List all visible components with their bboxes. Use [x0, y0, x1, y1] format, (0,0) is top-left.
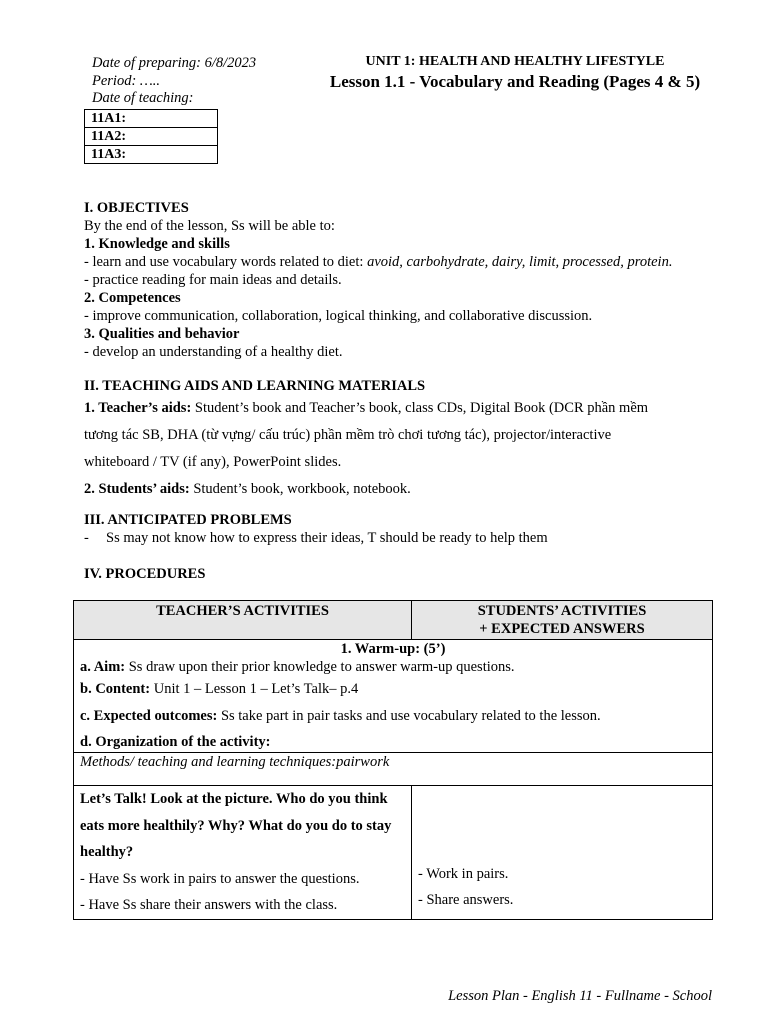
- competences-heading: 2. Competences: [84, 290, 181, 306]
- teacher-aids-line-2: tương tác SB, DHA (từ vựng/ cấu trúc) phần mềm trò chơi tương tác), projector/interactive: [84, 427, 612, 443]
- aids-heading: II. TEACHING AIDS AND LEARNING MATERIALS: [84, 378, 426, 394]
- students-aids-label: 2. Students’ aids:: [84, 481, 190, 497]
- competences-line: - improve communication, collaboration, logical thinking, and collaborative discussion.: [84, 308, 593, 324]
- aim-label: a. Aim:: [80, 659, 126, 675]
- knowledge-heading: 1. Knowledge and skills: [84, 236, 230, 252]
- teacher-activities-header-text: TEACHER’S ACTIVITIES: [156, 603, 329, 619]
- methods-cell: [74, 753, 713, 786]
- warmup-title: 1. Warm-up: (5’): [340, 641, 446, 657]
- vocab-words: avoid, carbohydrate, dairy, limit, processed, protein.: [367, 254, 673, 270]
- objectives-section: [84, 199, 724, 361]
- teacher-step-1: - Have Ss work in pairs to answer the questions.: [80, 870, 360, 887]
- problems-item: [84, 529, 724, 547]
- aids-section: [84, 377, 724, 503]
- class-11a1: 11A1:: [85, 110, 218, 128]
- students-aids-text: Student’s book, workbook, notebook.: [189, 481, 411, 497]
- date-preparing: Date of preparing: 6/8/2023: [92, 55, 257, 71]
- outcomes-label: c. Expected outcomes:: [80, 707, 218, 724]
- period: Period: …..: [92, 73, 161, 89]
- procedures-heading: IV. PROCEDURES: [84, 566, 206, 582]
- knowledge-line-1-prefix: - learn and use vocabulary words related to diet:: [84, 254, 368, 270]
- outcomes-line: [80, 703, 706, 730]
- problems-dash: -: [84, 530, 89, 546]
- procedures-table: [73, 600, 713, 920]
- teacher-question-line-3: healthy?: [80, 844, 134, 860]
- class-table: [84, 109, 218, 164]
- problems-text: Ss may not know how to express their ideas, T should be ready to help them: [106, 530, 548, 546]
- teacher-activities-header: [74, 601, 412, 640]
- teacher-aids-text: Student’s book and Teacher’s book, class CDs, Digital Book (DCR phần mềm: [191, 400, 649, 416]
- teacher-aids-line-3: whiteboard / TV (if any), PowerPoint slides.: [84, 454, 342, 470]
- class-11a3: 11A3:: [85, 146, 218, 164]
- teacher-step-2: - Have Ss share their answers with the class.: [80, 897, 338, 913]
- students-activities-header-line-1: STUDENTS’ ACTIVITIES: [477, 603, 647, 619]
- teacher-activity-cell: [74, 786, 412, 920]
- knowledge-line-1: [84, 253, 724, 271]
- teacher-question-line-2: eats more healthily? Why? What do you do to stay: [80, 817, 392, 834]
- objectives-heading: I. OBJECTIVES: [84, 200, 189, 216]
- knowledge-line-2: - practice reading for main ideas and details.: [84, 272, 342, 288]
- content-label: b. Content:: [80, 681, 151, 697]
- teacher-question-line-1: Let’s Talk! Look at the picture. Who do you think: [80, 791, 388, 807]
- problems-section: [84, 511, 724, 547]
- student-activity-cell: [412, 786, 713, 920]
- students-aids-line: [84, 476, 724, 503]
- teacher-aids-line-1: [84, 395, 724, 422]
- qualities-heading: 3. Qualities and behavior: [84, 326, 240, 342]
- objectives-intro: By the end of the lesson, Ss will be able to:: [84, 218, 335, 234]
- content-line: [80, 676, 706, 703]
- students-activities-header-line-2: + EXPECTED ANSWERS: [479, 621, 645, 637]
- teacher-aids-label: 1. Teacher’s aids:: [84, 400, 192, 416]
- outcomes-text: Ss take part in pair tasks and use vocabulary related to the lesson.: [217, 707, 601, 724]
- page-footer: Lesson Plan - English 11 - Fullname - School: [448, 988, 712, 1004]
- class-11a2: 11A2:: [85, 128, 218, 146]
- methods-text: Methods/ teaching and learning techniques:pairwork: [80, 754, 390, 770]
- problems-heading: III. ANTICIPATED PROBLEMS: [84, 512, 292, 528]
- content-text: Unit 1 – Lesson 1 – Let’s Talk– p.4: [150, 681, 359, 697]
- lesson-title: Lesson 1.1 - Vocabulary and Reading (Pages 4 & 5): [329, 72, 701, 91]
- unit-title: UNIT 1: HEALTH AND HEALTHY LIFESTYLE: [365, 54, 665, 69]
- aim-line: [80, 658, 706, 676]
- organization-label: d. Organization of the activity:: [80, 734, 271, 750]
- student-step-1: - Work in pairs.: [418, 865, 509, 882]
- aim-text: Ss draw upon their prior knowledge to answer warm-up questions.: [125, 659, 515, 675]
- students-activities-header: [412, 601, 713, 640]
- student-step-2: - Share answers.: [418, 892, 514, 908]
- qualities-line: - develop an understanding of a healthy diet.: [84, 344, 343, 360]
- warmup-cell: [74, 640, 713, 753]
- date-teaching: Date of teaching:: [92, 90, 194, 106]
